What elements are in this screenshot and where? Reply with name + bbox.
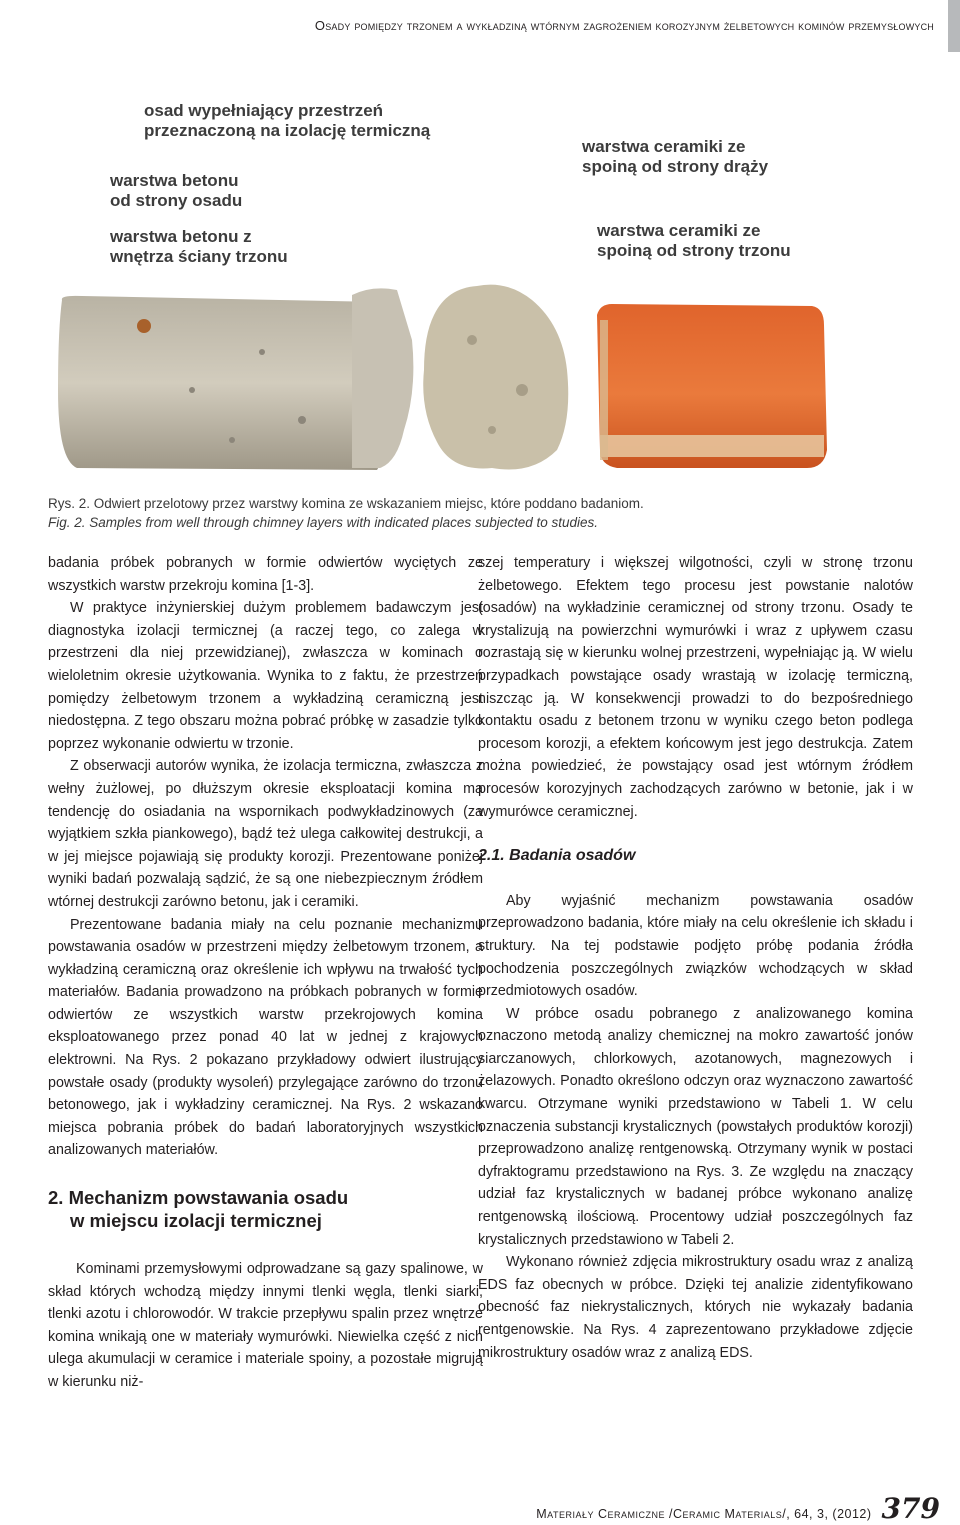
svg-text:wnętrza ściany trzonu: wnętrza ściany trzonu <box>110 247 288 266</box>
paragraph: Prezentowane badania miały na celu poznanie mechanizmu powstawania osadów w przestrzeni między żelbetowym trzonem, a wykładziną ceramiczną oraz określenie ich wpływu na trwałość tych materiałów. Badania prowadzono na próbkach pobranych w formie odwiertów ze wszystkich warstw przekrojowych komina eksploatowanego przez ponad 40 lat w jednej z krajowych elektrowni. Na Rys. 2 pokazano przykładowy odwiert ilustrujący powstałe osady (produkty wysoleń) przylegające zarówno do trzonu betonowego, jak i wykładziny ceramicznej. Na Rys. 2 wskazano miejsca pobrania próbek do badań laboratoryjnych wszystkich analizowanych materiałów. <box>48 916 483 1159</box>
paragraph: W próbce osadu pobranego z analizowanego komina oznaczono metodą analizy chemicznej na mokro zawartość jonów siarczanowych, chlorkowych, azotanowych, magnezowych i żelazowych. Ponadto określono odczyn oraz wyznaczono zawartość kwarcu. Otrzymane wyniki przedstawiono w Tabeli 1. W celu oznaczenia substancji krystalicznych (powstałych produktów korozji) przeprowadzono analizę rentgenowską. Otrzymany wynik w postaci dyfraktogramu przedstawiono na Rys. 3. Ze względu na znaczący udział faz krystalicznych w badanej próbce wykonano analizę rentgenowską ilościową. Procentowy udział poszczególnych faz krystalicznych przedstawiono w Tabeli 2. <box>478 1005 913 1248</box>
section-heading: 2. Mechanizm powstawania osadu w miejscu izolacji termicznej <box>48 1187 349 1232</box>
svg-text:warstwa betonu: warstwa betonu <box>110 171 239 190</box>
svg-text:warstwa ceramiki ze: warstwa ceramiki ze <box>597 221 761 240</box>
svg-text:spoiną od strony drąży: spoiną od strony drąży <box>582 157 769 176</box>
svg-text:spoiną od strony trzonu: spoiną od strony trzonu <box>597 241 791 260</box>
paragraph: Z obserwacji autorów wynika, że izolacja termiczna, zwłaszcza z wełny żużlowej, po dłuższym okresie eksploatacji komina ma tendencję do osiadania na wspornikach podwykładzinowych (za wyjątkiem szkła piankowego), bądź też ulega całkowitej destrukcji, a w jej miejsce pojawiają się produkty korozji. Prezentowane poniżej wyniki badań pozwalają sądzić, że są one niebezpiecznym źródłem wtórnej destrukcji zarówno betonu, jak i ceramiki. <box>48 758 483 910</box>
svg-text:od strony osadu: od strony osadu <box>110 191 243 210</box>
left-column <box>48 552 483 1394</box>
page-number: 379 <box>881 1492 940 1525</box>
svg-text:warstwa betonu z: warstwa betonu z <box>110 227 252 246</box>
page-footer <box>536 1492 940 1525</box>
deposit-sample <box>423 285 568 470</box>
paragraph: Aby wyjaśnić mechanizm powstawania osadów przeprowadzono badania, które miały na celu określenie ich składu i struktury. Na tej podstawie podjęto próbę podania źródła pochodzenia poszczególnych związków wchodzących w skład przedmiotowych osadów. <box>478 892 913 1000</box>
right-column <box>478 552 913 1364</box>
paragraph: szej temperatury i większej wilgotności, czyli w stronę trzonu żelbetowego. Efektem tego procesu jest powstanie nalotów (osadów) na wykładzinie ceramicznej od strony trzonu. Osady te krystalizują na powierzchni wymurówki i wraz z upływem czasu rozrastają się w kierunku wolnej przestrzeni, wypełniając ją. W wielu przypadkach powstające osady wrastają w izolację termiczną, niszcząc ją. W konsekwencji prowadzi to do bezpośredniego kontaktu osadu z betonem trzonu w wyniku czego beton podlega procesom korozji, a efektem końcowym jest jego destrukcja. Zatem można powiedzieć, że powstający osad jest wtórnym źródłem procesów korozyjnych zachodzących zarówno w betonie, jak i w wymurówce ceramicznej. <box>478 555 913 820</box>
paragraph: Wykonano również zdjęcia mikrostruktury osadu wraz z analizą EDS faz obecnych w próbce. Dzięki tej analizie zidentyfikowano obecność faz niekrystalicznych, których nie wykazały badania rentgenowskie. Na Rys. 4 zaprezentowano przykładowe zdjęcie mikrostruktury osadów wraz z analizą EDS. <box>478 1254 913 1361</box>
concrete-core <box>58 296 393 470</box>
figure-caption-pl: Rys. 2. Odwiert przelotowy przez warstwy komina ze wskazaniem miejsc, które poddano badaniom. <box>48 496 644 511</box>
figure-caption-en: Fig. 2. Samples from well through chimney layers with indicated places subjected to studies. <box>48 515 599 530</box>
journal-reference: Materiały Ceramiczne /Ceramic Materials/, 64, 3, (2012) <box>536 1507 872 1521</box>
paragraph: Kominami przemysłowymi odprowadzane są gazy spalinowe, w skład których wchodzą między innymi tlenki węgla, tlenki siarki, tlenki azotu i chlorowodór. W trakcie przepływu spalin przez wnętrze komina wnikają one w materiały wymurówki. Niewielka część z nich ulega akumulacji w ceramice i materiale spoiny, a pozostałe migrują w kierunku niż- <box>48 1261 483 1390</box>
running-title: Osady pomiędzy trzonem a wykładziną wtórnym zagrożeniem korozyjnym żelbetowych kominów przemysłowych <box>314 18 934 33</box>
paragraph: badania próbek pobranych w formie odwiertów wyciętych ze wszystkich warstw przekroju komina [1-3]. <box>48 555 483 594</box>
page-edge-tab <box>948 0 960 52</box>
svg-text:warstwa ceramiki ze: warstwa ceramiki ze <box>582 137 746 156</box>
concrete-deposit-layer <box>352 288 413 468</box>
core-sample-photo <box>52 90 912 482</box>
svg-text:przeznaczoną na izolację termi: przeznaczoną na izolację termiczną <box>144 121 431 140</box>
svg-text:osad wypełniający przestrzeń: osad wypełniający przestrzeń <box>144 101 384 120</box>
subsection-heading: 2.1. Badania osadów <box>478 847 636 865</box>
paragraph: W praktyce inżynierskiej dużym problemem badawczym jest diagnostyka izolacji termicznej (a raczej tego, co zalega w przestrzeni dla niej przewidzianej), zwłaszcza w kominach o wieloletnim okresie użytkowania. Wynika to z faktu, że przestrzeń pomiędzy żelbetowym trzonem a wykładziną ceramiczną jest niedostępna. Z tego obszaru można pobrać próbkę w zasadzie tylko poprzez wykonanie odwiertu w trzonie. <box>48 600 483 752</box>
